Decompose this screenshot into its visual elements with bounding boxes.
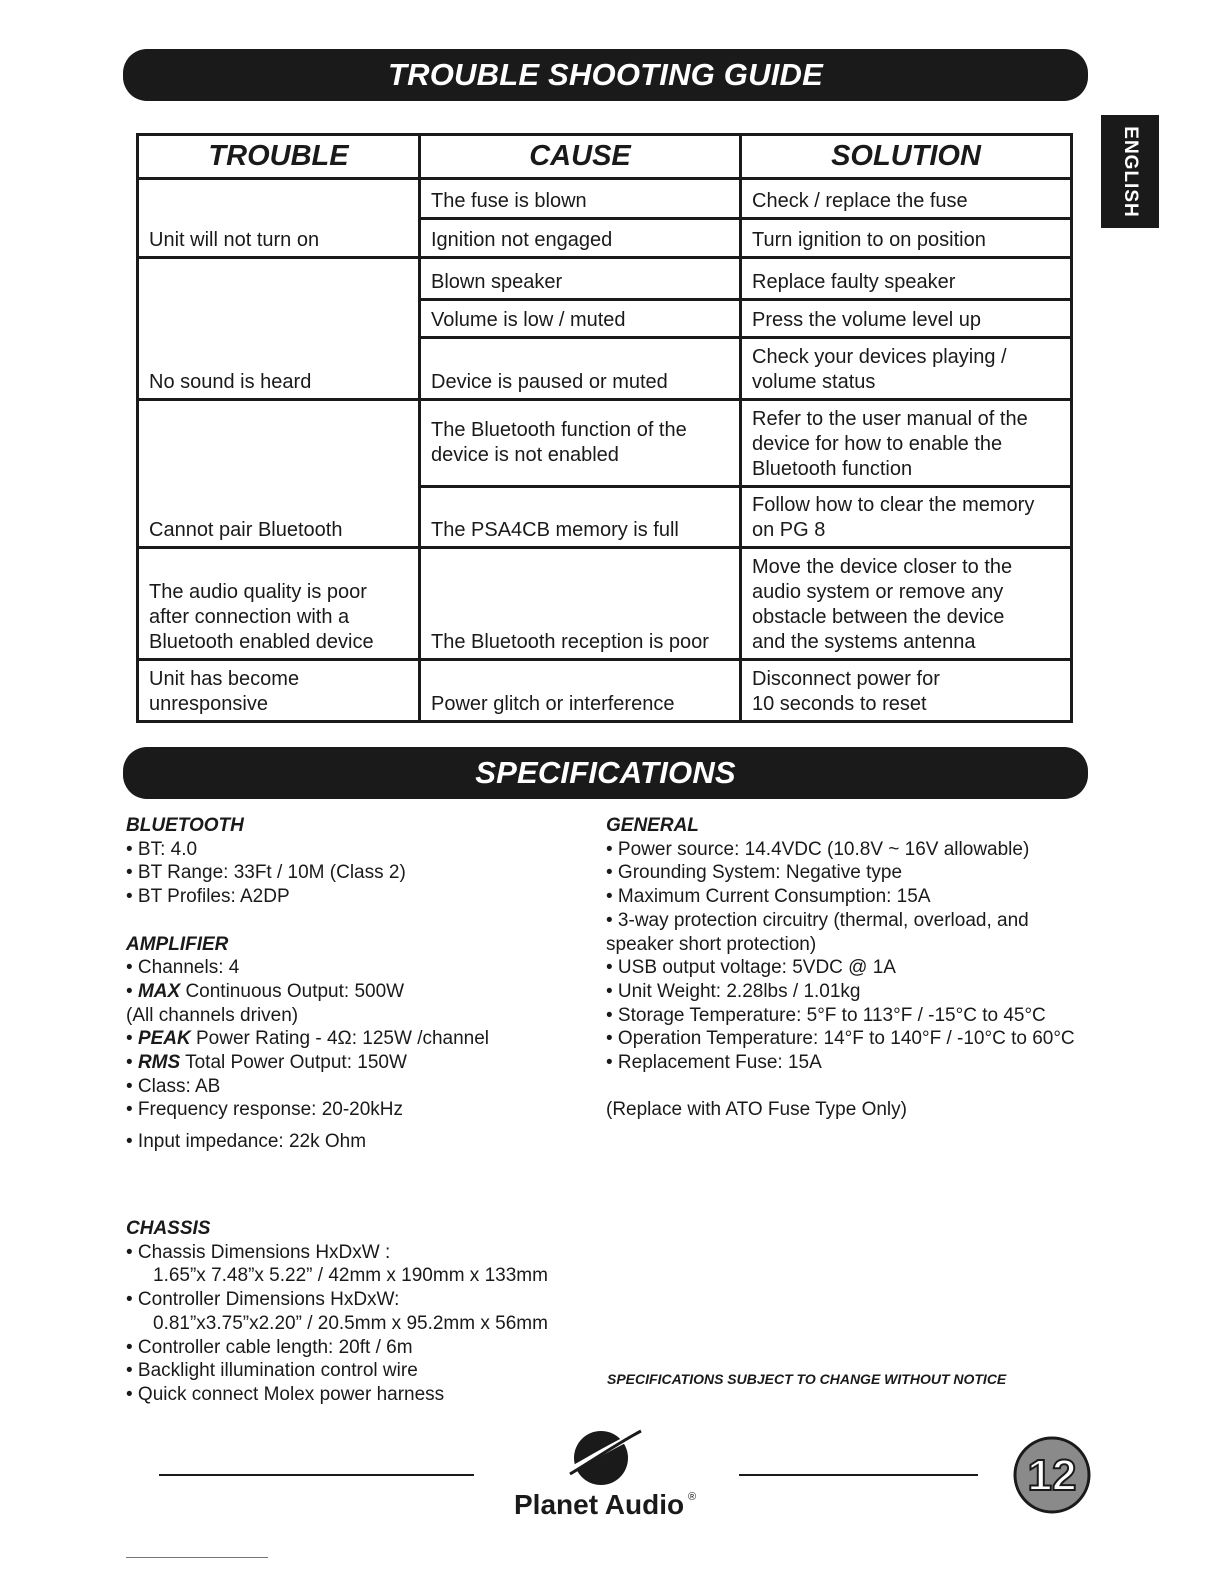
trouble-line: unresponsive bbox=[149, 693, 268, 715]
spec-text: Power Rating - 4Ω: 125W /channel bbox=[190, 1028, 490, 1050]
solution-line: on PG 8 bbox=[752, 519, 826, 541]
spec-item: • BT: 4.0 bbox=[126, 838, 198, 860]
spec-item: • BT Range: 33Ft / 10M (Class 2) bbox=[126, 862, 406, 884]
table-row bbox=[138, 548, 1072, 660]
spec-text: Continuous Output: 500W bbox=[180, 980, 405, 1002]
specifications-notice: SPECIFICATIONS SUBJECT TO CHANGE WITHOUT NOTICE bbox=[607, 1371, 1007, 1387]
solution-cell: Check / replace the fuse bbox=[741, 179, 1072, 219]
spec-item: 1.65”x 7.48”x 5.22” / 42mm x 190mm x 133mm bbox=[153, 1265, 548, 1287]
spec-item: • USB output voltage: 5VDC @ 1A bbox=[606, 957, 896, 979]
solution-cell: Replace faulty speaker bbox=[741, 258, 1072, 300]
solution-line: Refer to the user manual of the bbox=[752, 408, 1028, 430]
solution-cell bbox=[741, 548, 1072, 660]
brand-name: Planet Audio bbox=[514, 1489, 685, 1520]
specifications-banner: SPECIFICATIONS bbox=[123, 747, 1088, 799]
table-header-row bbox=[138, 135, 1072, 179]
cause-line: device is not enabled bbox=[431, 443, 619, 466]
spec-right-column bbox=[606, 814, 1075, 1122]
spec-item: • Backlight illumination control wire bbox=[126, 1360, 418, 1382]
solution-line: volume status bbox=[752, 371, 876, 393]
language-tab bbox=[1101, 115, 1159, 228]
chassis-column bbox=[126, 1217, 548, 1407]
solution-cell bbox=[741, 660, 1072, 722]
solution-line: Move the device closer to the bbox=[752, 556, 1013, 578]
general-heading: GENERAL bbox=[606, 815, 699, 836]
max-label: MAX bbox=[137, 980, 181, 1002]
planet-icon bbox=[574, 1431, 628, 1485]
trouble-shooting-banner: TROUBLE SHOOTING GUIDE bbox=[123, 49, 1088, 101]
solution-line: and the systems antenna bbox=[752, 631, 976, 653]
spec-item: • Class: AB bbox=[126, 1075, 221, 1097]
planet-audio-logo bbox=[512, 1428, 698, 1522]
spec-item: • Controller cable length: 20ft / 6m bbox=[126, 1336, 413, 1358]
solution-cell: Turn ignition to on position bbox=[741, 219, 1072, 258]
solution-cell: Press the volume level up bbox=[741, 300, 1072, 338]
trouble-cell bbox=[138, 660, 420, 722]
trouble-cell: Unit will not turn on bbox=[138, 179, 420, 258]
spec-left-column bbox=[126, 814, 489, 1154]
solution-cell bbox=[741, 400, 1072, 487]
spec-item: • BT Profiles: A2DP bbox=[126, 886, 290, 908]
bullet: • bbox=[126, 1028, 138, 1050]
solution-line: Disconnect power for bbox=[752, 668, 940, 690]
footer-link-underline bbox=[126, 1557, 268, 1558]
page-number-badge bbox=[1013, 1436, 1091, 1514]
cause-cell: Ignition not engaged bbox=[420, 219, 741, 258]
footer-rule-left bbox=[159, 1474, 474, 1476]
table-row bbox=[138, 258, 1072, 300]
trouble-line: The audio quality is poor bbox=[149, 581, 367, 603]
header-trouble: TROUBLE bbox=[138, 135, 420, 179]
solution-line: Bluetooth function bbox=[752, 458, 913, 480]
trouble-cell: No sound is heard bbox=[138, 258, 420, 400]
rms-label: RMS bbox=[137, 1052, 181, 1074]
spec-item: • Operation Temperature: 14°F to 140°F / -10°C to 60°C bbox=[606, 1028, 1075, 1050]
spec-item: 0.81”x3.75”x2.20” / 20.5mm x 95.2mm x 56mm bbox=[153, 1312, 548, 1334]
table-row bbox=[138, 179, 1072, 219]
bluetooth-heading: BLUETOOTH bbox=[126, 815, 244, 836]
cause-cell: Power glitch or interference bbox=[420, 660, 741, 722]
cause-cell bbox=[420, 400, 741, 487]
spec-item: • 3-way protection circuitry (thermal, overload, and bbox=[606, 909, 1029, 931]
trouble-shooting-table bbox=[136, 133, 1073, 723]
spec-item: • Grounding System: Negative type bbox=[606, 862, 903, 884]
solution-line: Check your devices playing / bbox=[752, 346, 1007, 368]
spec-item: (Replace with ATO Fuse Type Only) bbox=[606, 1099, 907, 1121]
solution-line: obstacle between the device bbox=[752, 606, 1005, 628]
trouble-cell: Cannot pair Bluetooth bbox=[138, 400, 420, 548]
spec-item: • Maximum Current Consumption: 15A bbox=[606, 886, 931, 908]
spec-item bbox=[126, 1027, 489, 1051]
bullet: • bbox=[126, 980, 138, 1002]
amplifier-heading: AMPLIFIER bbox=[126, 933, 229, 955]
cause-cell: The PSA4CB memory is full bbox=[420, 487, 741, 548]
page-number: 12 bbox=[1027, 1451, 1077, 1500]
solution-line: audio system or remove any bbox=[752, 581, 1004, 603]
solution-cell bbox=[741, 338, 1072, 400]
spec-item: • Power source: 14.4VDC (10.8V ~ 16V allowable) bbox=[606, 838, 1030, 860]
solution-line: device for how to enable the bbox=[752, 433, 1003, 455]
language-tab-label: ENGLISH bbox=[1120, 125, 1141, 218]
spec-item: • Chassis Dimensions HxDxW : bbox=[126, 1241, 391, 1263]
spec-item: • Storage Temperature: 5°F to 113°F / -15°C to 45°C bbox=[606, 1004, 1046, 1026]
spec-item: (All channels driven) bbox=[126, 1004, 299, 1026]
spec-item: • Replacement Fuse: 15A bbox=[606, 1052, 822, 1074]
spec-text: Total Power Output: 150W bbox=[180, 1052, 407, 1074]
spec-item: • Unit Weight: 2.28lbs / 1.01kg bbox=[606, 980, 861, 1002]
cause-cell: Volume is low / muted bbox=[420, 300, 741, 338]
solution-line: Follow how to clear the memory bbox=[752, 494, 1035, 516]
spec-item: • Input impedance: 22k Ohm bbox=[126, 1131, 367, 1153]
cause-cell: The Bluetooth reception is poor bbox=[420, 548, 741, 660]
table-row bbox=[138, 400, 1072, 487]
peak-label: PEAK bbox=[137, 1028, 191, 1050]
header-solution: SOLUTION bbox=[741, 135, 1072, 179]
spec-item: speaker short protection) bbox=[606, 933, 817, 955]
footer-rule-right bbox=[739, 1474, 978, 1476]
cause-cell: Blown speaker bbox=[420, 258, 741, 300]
solution-line: 10 seconds to reset bbox=[752, 693, 927, 715]
table-row bbox=[138, 660, 1072, 722]
spec-item: • Controller Dimensions HxDxW: bbox=[126, 1289, 400, 1311]
chassis-heading: CHASSIS bbox=[126, 1218, 211, 1239]
spec-item: • Quick connect Molex power harness bbox=[126, 1383, 445, 1405]
cause-cell: The fuse is blown bbox=[420, 179, 741, 219]
spec-item: • Frequency response: 20-20kHz bbox=[126, 1099, 404, 1121]
solution-cell bbox=[741, 487, 1072, 548]
spec-item: • Channels: 4 bbox=[126, 957, 240, 979]
trouble-line: after connection with a bbox=[149, 606, 350, 628]
cause-line: The Bluetooth function of the bbox=[431, 418, 687, 441]
cause-cell: Device is paused or muted bbox=[420, 338, 741, 400]
trouble-line: Bluetooth enabled device bbox=[149, 631, 374, 653]
spec-item bbox=[126, 980, 489, 1004]
trouble-cell bbox=[138, 548, 420, 660]
registered-mark: ® bbox=[688, 1491, 697, 1503]
trouble-line: Unit has become bbox=[149, 668, 300, 690]
spec-item bbox=[126, 1051, 489, 1075]
bullet: • bbox=[126, 1052, 138, 1074]
header-cause: CAUSE bbox=[420, 135, 741, 179]
